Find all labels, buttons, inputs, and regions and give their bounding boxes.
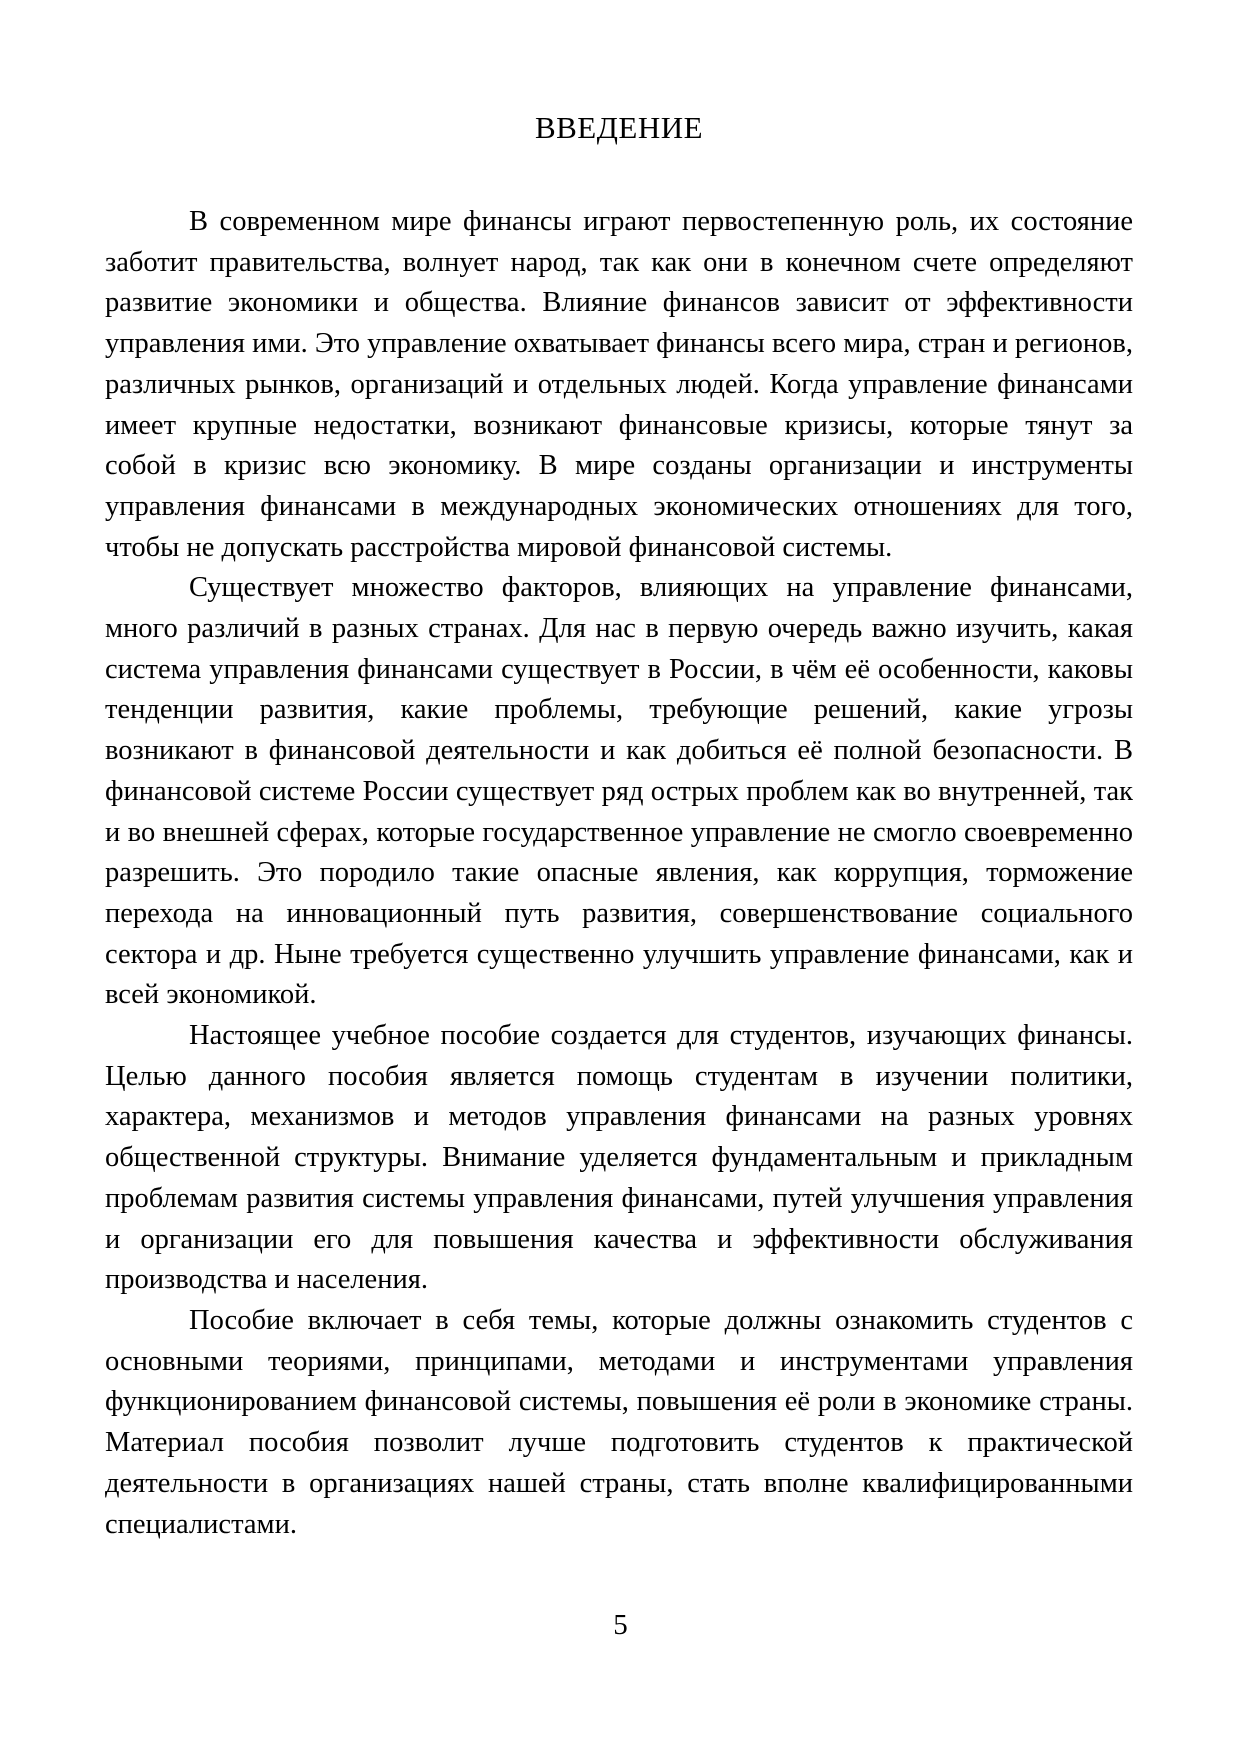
document-body (105, 202, 1133, 1545)
page-number: 5 (613, 1609, 628, 1641)
paragraph-textbook-contents: Пособие включает в себя темы, которые должны ознакомить студентов с основными теориями, принципами, методами и инструментами управления функционированием финансовой системы, повышения её роли в экономике страны. Материал пособия позволит лучше подготовить студентов к практической деятельности в организациях нашей страны, стать вполне квалифицированными специалистами. (105, 1304, 1133, 1540)
paragraph-intro-role-of-finance: В современном мире финансы играют первостепенную роль, их состояние заботит правительства, волнует народ, так как они в конечном счете определяют развитие экономики и общества. Влияние финансов зависит от эффективности управления ими. Это управление охватывает финансы всего мира, стран и регионов, различных рынков, организаций и отдельных людей. Когда управление финансами имеет крупные недостатки, возникают финансовые кризисы, которые тянут за собой в кризис всю экономику. В мире созданы организации и инструменты управления финансами в международных экономических отношениях для того, чтобы не допускать расстройства мировой финансовой системы. (105, 206, 1133, 563)
paragraph-textbook-purpose: Настоящее учебное пособие создается для студентов, изучающих финансы. Целью данного пособия является помощь студентам в изучении политики, характера, механизмов и методов управления финансами на разных уровнях общественной структуры. Внимание уделяется фундаментальным и прикладным проблемам развития системы управления финансами, путей улучшения управления и организации его для повышения качества и эффективности обслуживания производства и населения. (105, 1020, 1133, 1296)
page-title: ВВЕДЕНИЕ (534, 110, 704, 145)
paragraph-factors-and-russia: Существует множество факторов, влияющих на управление финансами, много различий в разных странах. Для нас в первую очередь важно изучить, какая система управления финансами существует в России, в чём её особенности, каковы тенденции развития, какие проблемы, требующие решений, какие угрозы возникают в финансовой деятельности и как добиться её полной безопасности. В финансовой системе России существует ряд острых проблем как во внутренней, так и во внешней сферах, которые государственное управление не смогло своевременно разрешить. Это породило такие опасные явления, как коррупция, торможение перехода на инновационный путь развития, совершенствование социального сектора и др. Ныне требуется существенно улучшить управление финансами, как и всей экономикой. (105, 572, 1133, 1011)
